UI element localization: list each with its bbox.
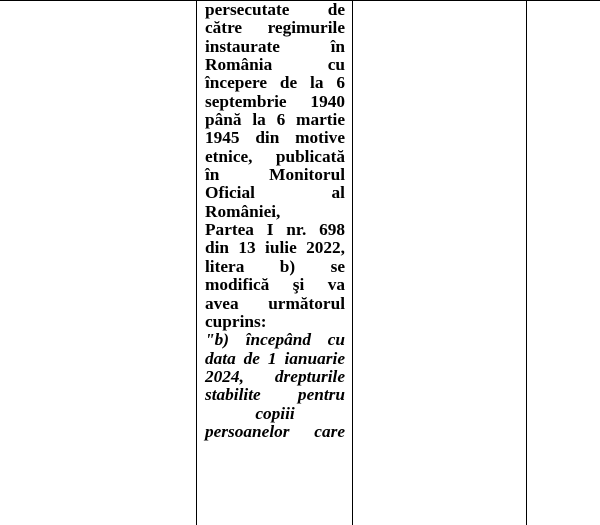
table-column-divider-1 [196,0,197,525]
cell-text-line: persoanelor care [205,421,345,441]
cell-text-line: instaurate în [205,36,345,56]
cell-text-line: României, [205,201,281,221]
cell-text-line: din 13 iulie 2022, [205,238,345,258]
cell-text-line: modifică şi va [205,275,345,295]
cell-text-line: persecutate de [205,0,345,19]
cell-text-line: Partea I nr. 698 [205,220,345,240]
cell-text-line: 2024, drepturile [205,366,345,386]
table-column-divider-2 [352,0,353,525]
amendment-text-cell [205,1,345,441]
cell-text-line: litera b) se [205,256,345,276]
table-column-divider-3 [526,0,527,525]
cell-text-line: către regimurile [205,18,345,38]
cell-text-line: avea următorul [205,293,345,313]
cell-text-line: "b) începând cu [205,330,345,350]
cell-text-line: până la 6 martie [205,110,345,130]
cell-text-line: etnice, publicată [205,146,345,166]
cell-text-line: 1945 din motive [205,128,345,148]
cell-text-line: copiii [255,403,295,423]
cell-text-line: Oficial al [205,183,345,203]
cell-text-line: data de 1 ianuarie [205,348,345,368]
cell-text-line: în Monitorul [205,165,345,185]
cell-text-line: începere de la 6 [205,73,345,93]
cell-text-line: septembrie 1940 [205,91,345,111]
cell-text-line: România cu [205,55,345,75]
cell-text-line: cuprins: [205,311,267,331]
cell-text-line: stabilite pentru [205,385,345,405]
